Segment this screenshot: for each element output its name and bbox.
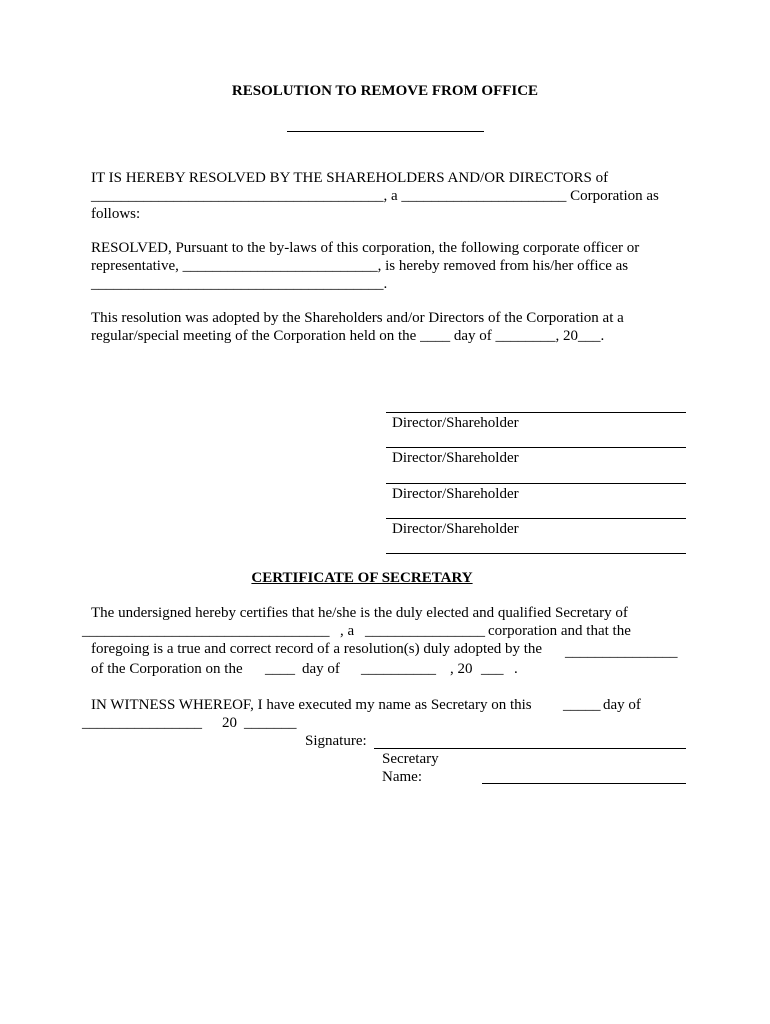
certificate-line2-blank-b: ________________	[365, 623, 485, 639]
certificate-line2-blank-a: _________________________________	[82, 623, 330, 639]
signature-label-2: Director/Shareholder	[392, 450, 519, 466]
resolution-para3-line1: This resolution was adopted by the Shareholders and/or Directors of the Corporation at a	[91, 310, 624, 326]
witness-blank-month: ________________	[82, 715, 202, 731]
witness-blank-year: _______	[244, 715, 297, 731]
certificate-line3-blank: _______________	[565, 644, 678, 660]
certificate-line4-blank-day: ____	[265, 661, 295, 677]
certificate-line4-blank-year: ___	[481, 661, 504, 677]
witness-year-prefix: 20	[222, 715, 237, 731]
resolution-para1-line2: _______________________________________, a ______________________ Corporation as	[91, 188, 659, 204]
resolution-para2-line3: _______________________________________.	[91, 276, 388, 292]
signature-label: Signature:	[305, 733, 367, 749]
secretary-label: Secretary	[382, 751, 439, 767]
certificate-line4-a: of the Corporation on the	[91, 661, 243, 677]
signature-label-1: Director/Shareholder	[392, 415, 519, 431]
resolution-para1-line1: IT IS HEREBY RESOLVED BY THE SHAREHOLDERS AND/OR DIRECTORS of	[91, 170, 609, 186]
witness-line-b: day of	[603, 697, 641, 713]
signature-line-3	[386, 483, 686, 484]
signature-line-1	[386, 412, 686, 413]
certificate-title: CERTIFICATE OF SECRETARY	[251, 570, 473, 586]
secretary-signature-line	[374, 748, 686, 749]
resolution-para1-line3: follows:	[91, 206, 141, 222]
secretary-name-line	[482, 783, 686, 784]
signature-label-3: Director/Shareholder	[392, 486, 519, 502]
signature-label-4: Director/Shareholder	[392, 521, 519, 537]
signature-line-4	[386, 518, 686, 519]
certificate-line1: The undersigned hereby certifies that he/she is the duly elected and qualified Secretary of	[91, 605, 628, 621]
name-label: Name:	[382, 769, 422, 785]
certificate-line4-c: , 20	[450, 661, 473, 677]
certificate-line4-d: .	[514, 661, 518, 677]
signature-line-5	[386, 553, 686, 554]
certificate-line4-blank-month: __________	[361, 661, 436, 677]
page-title: RESOLUTION TO REMOVE FROM OFFICE	[231, 83, 539, 99]
resolution-para3-line2: regular/special meeting of the Corporation held on the ____ day of ________, 20___.	[91, 328, 605, 344]
certificate-line4-b: day of	[302, 661, 340, 677]
witness-line-a: IN WITNESS WHEREOF, I have executed my name as Secretary on this	[91, 697, 532, 713]
resolution-para2-line1: RESOLVED, Pursuant to the by-laws of this corporation, the following corporate officer or	[91, 240, 640, 256]
certificate-line3: foregoing is a true and correct record of a resolution(s) duly adopted by the	[91, 641, 543, 657]
certificate-line2-b: corporation and that the	[488, 623, 631, 639]
certificate-line2-a: , a	[340, 623, 355, 639]
witness-blank-day: _____	[563, 697, 601, 713]
title-blank-line	[287, 131, 484, 132]
resolution-para2-line2: representative, __________________________, is hereby removed from his/her office as	[91, 258, 629, 274]
signature-line-2	[386, 447, 686, 448]
